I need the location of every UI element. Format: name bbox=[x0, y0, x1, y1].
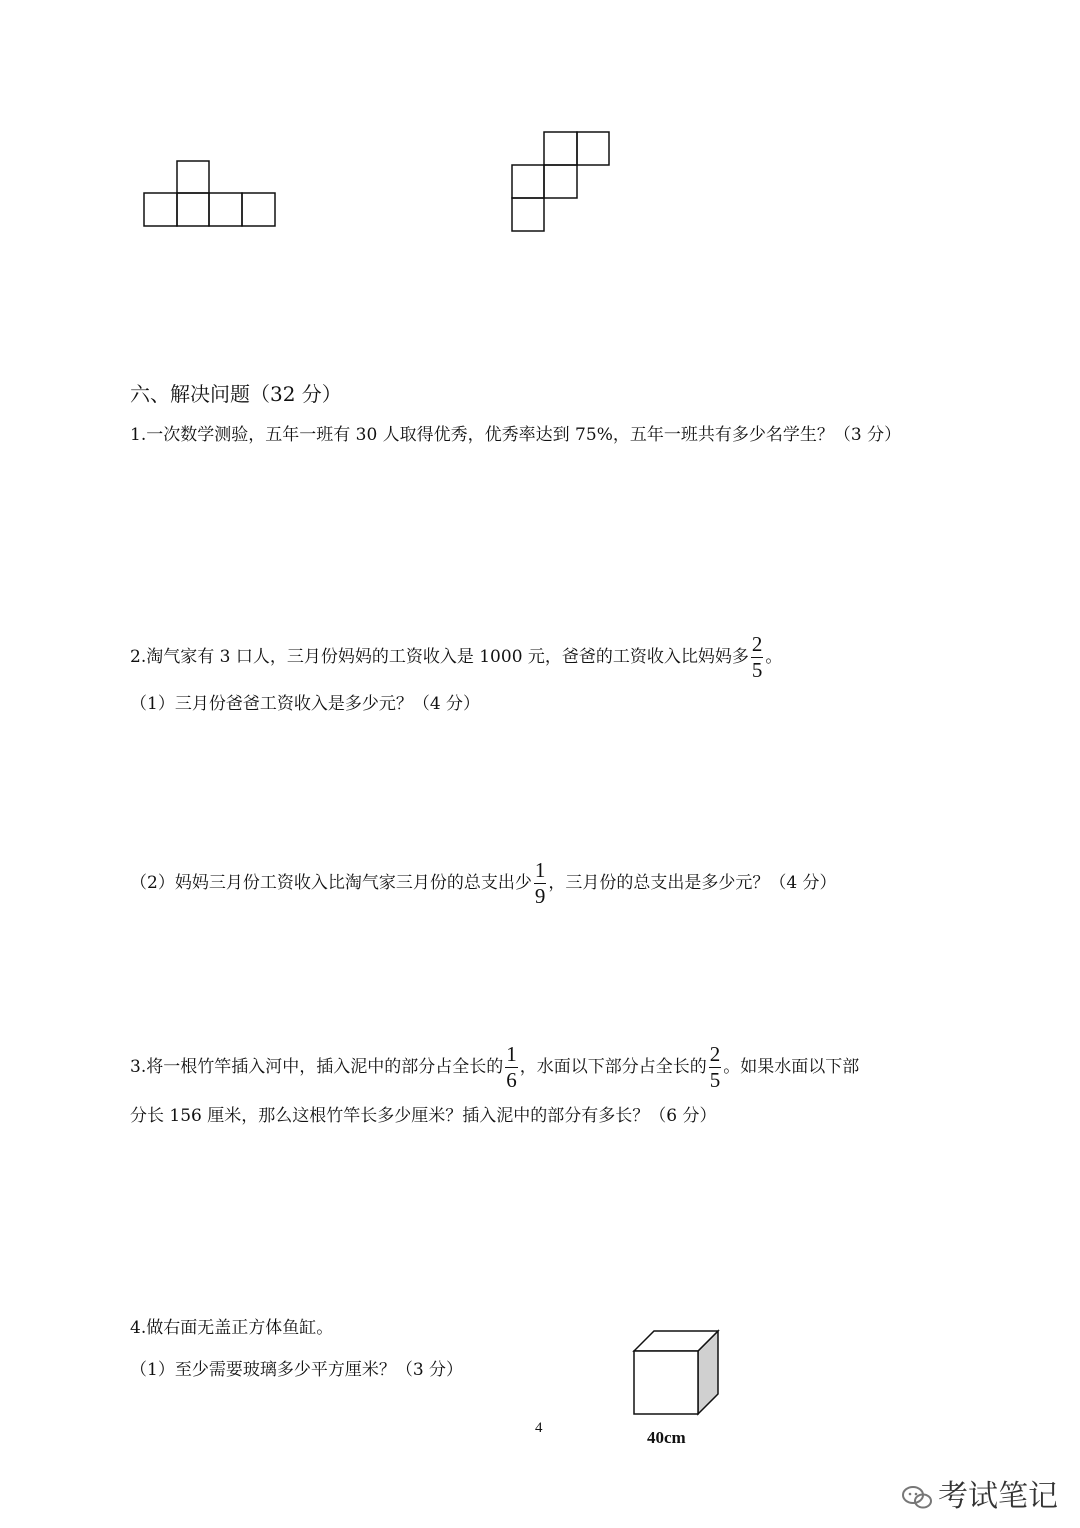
net-square bbox=[242, 193, 275, 226]
problem-2-q2-after: ，三月份的总支出是多少元？（4 分） bbox=[548, 873, 837, 893]
fraction-denominator: 5 bbox=[751, 658, 763, 682]
fraction-numerator: 1 bbox=[506, 1042, 517, 1066]
problem-1-text: 1.一次数学测验，五年一班有 30 人取得优秀，优秀率达到 75%，五年一班共有多少名学生？（3 分） bbox=[130, 425, 902, 445]
fraction-numerator: 1 bbox=[534, 858, 546, 882]
net-square bbox=[177, 161, 209, 193]
net-square bbox=[577, 132, 609, 165]
net-square bbox=[544, 165, 577, 198]
net-square bbox=[209, 193, 242, 226]
problem-3-part-2: ，水面以下部分占全长的 bbox=[519, 1057, 707, 1077]
cube-net-figure-2 bbox=[508, 128, 614, 238]
fraction-denominator: 9 bbox=[534, 884, 546, 908]
fraction-numerator: 2 bbox=[751, 632, 763, 656]
fraction-two-fifths bbox=[709, 1044, 722, 1091]
fraction-denominator: 6 bbox=[506, 1068, 517, 1092]
net-square bbox=[512, 165, 544, 198]
cube-front-face bbox=[634, 1351, 698, 1414]
wechat-icon bbox=[900, 1483, 934, 1513]
net-square bbox=[177, 193, 209, 226]
problem-2-intro bbox=[130, 634, 782, 681]
problem-3-line-1 bbox=[130, 1044, 859, 1091]
cube-net-figure-1 bbox=[140, 155, 280, 235]
net-square bbox=[512, 198, 544, 231]
problem-2-intro-end: 。 bbox=[765, 647, 783, 667]
net-square bbox=[544, 132, 577, 165]
fraction-numerator: 2 bbox=[709, 1042, 721, 1066]
problem-4-question-1: （1）至少需要玻璃多少平方厘米？（3 分） bbox=[130, 1360, 464, 1380]
problem-2-question-1: （1）三月份爸爸工资收入是多少元？（4 分） bbox=[130, 694, 481, 714]
fraction-one-sixth bbox=[505, 1044, 518, 1091]
watermark-text: 考试笔记 bbox=[938, 1479, 1058, 1514]
problem-3-part-3: 。如果水面以下部 bbox=[723, 1057, 860, 1077]
fraction-two-fifths bbox=[751, 634, 764, 681]
problem-2-question-2 bbox=[130, 860, 837, 907]
net-square bbox=[144, 193, 177, 226]
problem-3-part-1: 3.将一根竹竿插入河中，插入泥中的部分占全长的 bbox=[130, 1057, 504, 1077]
fraction-denominator: 5 bbox=[709, 1068, 721, 1092]
problem-2-intro-text: 2.淘气家有 3 口人，三月份妈妈的工资收入是 1000 元，爸爸的工资收入比妈妈多 bbox=[130, 647, 749, 667]
problem-4-text: 4.做右面无盖正方体鱼缸。 bbox=[130, 1318, 334, 1338]
section-title: 六、解决问题（32 分） bbox=[130, 382, 342, 406]
page-number: 4 bbox=[535, 1420, 543, 1436]
cube-dimension-label: 40cm bbox=[647, 1428, 686, 1447]
problem-2-q2-before: （2）妈妈三月份工资收入比淘气家三月份的总支出少 bbox=[130, 873, 532, 893]
problem-3-line-2: 分长 156 厘米，那么这根竹竿长多少厘米？插入泥中的部分有多长？（6 分） bbox=[130, 1106, 717, 1126]
fraction-one-ninth bbox=[534, 860, 547, 907]
cube-diagram bbox=[628, 1326, 724, 1420]
